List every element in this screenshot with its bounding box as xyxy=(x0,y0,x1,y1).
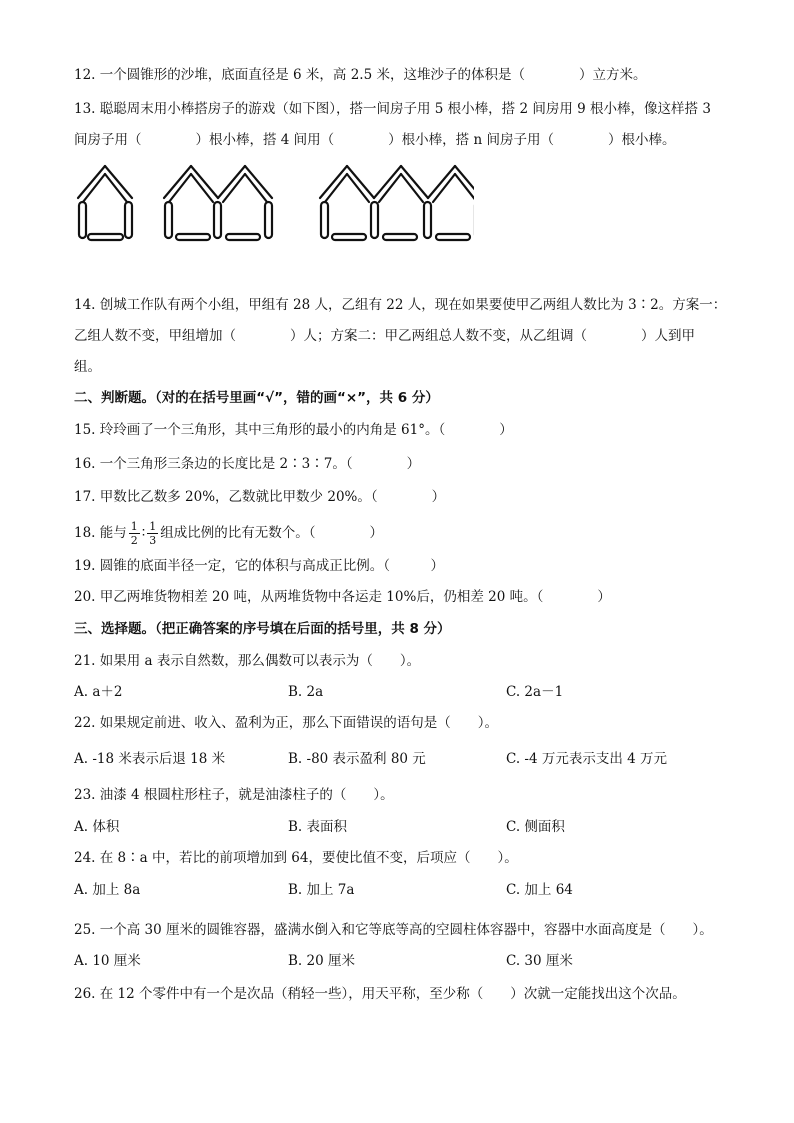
question-12: 12. 一个圆锥形的沙堆，底面直径是 6 米，高 2.5 米，这堆沙子的体积是（ ）立方米。 xyxy=(74,67,647,83)
question-20: 20. 甲乙两堆货物相差 20 吨，从两堆货物中各运走 10%后，仍相差 20 吨。（ ） xyxy=(74,589,611,605)
fraction-one-third xyxy=(147,520,158,547)
option-22-b: B. -80 表示盈利 80 元 xyxy=(288,751,426,767)
option-23-b: B. 表面积 xyxy=(288,819,348,835)
option-25-b: B. 20 厘米 xyxy=(288,953,355,969)
house-2 xyxy=(164,166,272,240)
question-16: 16. 一个三角形三条边的长度比是 2∶3∶7。（ ） xyxy=(74,456,421,472)
option-24-a: A. 加上 8a xyxy=(74,882,141,898)
question-18-suffix: 组成比例的比有无数个。（ ） xyxy=(160,525,384,541)
stick-houses-figure xyxy=(74,162,474,246)
question-13-line-2: 间房子用（ ）根小棒，搭 4 间用（ ）根小棒，搭 n 间房子用（ ）根小棒。 xyxy=(74,132,676,148)
question-14-line-1: 14. 创城工作队有两个小组，甲组有 28 人，乙组有 22 人，现在如果要使甲乙两组人数比为 3∶2。方案一： xyxy=(74,297,727,313)
house-3 xyxy=(320,166,474,240)
section-3-heading: 三、选择题。（把正确答案的序号填在后面的括号里，共 8 分） xyxy=(74,621,451,637)
question-22: 22. 如果规定前进、收入、盈利为正，那么下面错误的语句是（ ）。 xyxy=(74,715,499,731)
fraction-one-half xyxy=(129,520,140,547)
question-14-line-2: 乙组人数不变，甲组增加（ ）人；方案二：甲乙两组总人数不变，从乙组调（ ）人到甲 xyxy=(74,328,695,344)
option-21-a: A. a＋2 xyxy=(74,684,123,700)
option-25-c: C. 30 厘米 xyxy=(506,953,573,969)
fraction-denominator: 2 xyxy=(130,534,138,547)
question-15: 15. 玲玲画了一个三角形，其中三角形的最小的内角是 61°。（ ） xyxy=(74,422,513,438)
question-18 xyxy=(74,520,383,547)
option-22-c: C. -4 万元表示支出 4 万元 xyxy=(506,751,668,767)
question-17: 17. 甲数比乙数多 20%，乙数就比甲数少 20%。（ ） xyxy=(74,489,446,505)
fraction-numerator: 1 xyxy=(130,520,138,533)
option-24-b: B. 加上 7a xyxy=(288,882,355,898)
question-13-line-1: 13. 聪聪周末用小棒搭房子的游戏（如下图），搭一间房子用 5 根小棒，搭 2 间房用 9 根小棒，像这样搭 3 xyxy=(74,101,711,117)
option-21-c: C. 2a－1 xyxy=(506,684,564,700)
question-14-line-3: 组。 xyxy=(74,359,101,375)
option-24-c: C. 加上 64 xyxy=(506,882,573,898)
option-23-a: A. 体积 xyxy=(74,819,120,835)
question-26: 26. 在 12 个零件中有一个是次品（稍轻一些），用天平称，至少称（ ）次就一定能找出这个次品。 xyxy=(74,986,686,1002)
question-21: 21. 如果用 a 表示自然数，那么偶数可以表示为（ ）。 xyxy=(74,653,421,669)
question-23: 23. 油漆 4 根圆柱形柱子，就是油漆柱子的（ ）。 xyxy=(74,787,394,803)
option-23-c: C. 侧面积 xyxy=(506,819,565,835)
section-2-heading: 二、判断题。（对的在括号里画“√”，错的画“×”，共 6 分） xyxy=(74,390,439,406)
option-25-a: A. 10 厘米 xyxy=(74,953,141,969)
fraction-denominator: 3 xyxy=(149,534,157,547)
option-21-b: B. 2a xyxy=(288,684,324,700)
question-24: 24. 在 8∶a 中，若比的前项增加到 64，要使比值不变，后项应（ ）。 xyxy=(74,850,518,866)
option-22-a: A. -18 米表示后退 18 米 xyxy=(74,751,226,767)
question-18-prefix: 18. 能与 xyxy=(74,525,127,541)
fraction-numerator: 1 xyxy=(149,520,157,533)
question-19: 19. 圆锥的底面半径一定，它的体积与高成正比例。（ ） xyxy=(74,558,445,574)
ratio-colon: ∶ xyxy=(141,525,146,541)
house-1 xyxy=(78,166,132,240)
question-25: 25. 一个高 30 厘米的圆锥容器，盛满水倒入和它等底等高的空圆柱体容器中，容器中水面高度是（ ）。 xyxy=(74,922,713,938)
